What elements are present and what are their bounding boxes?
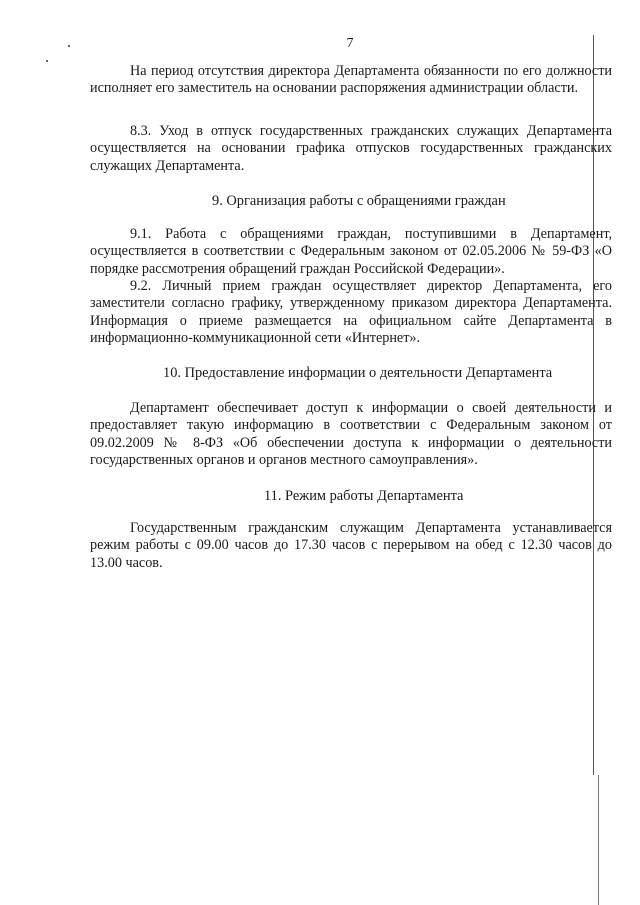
paragraph-9-1: 9.1. Работа с обращениями граждан, поступившими в Департамент, осуществляется в соответствии с Федеральным законом от 02.05.2006 № 59-ФЗ «О порядке рассмотрения обращений граждан Российской Федерации».: [90, 226, 612, 277]
page-number: 7: [346, 36, 354, 51]
section-heading-11: 11. Режим работы Департамента: [264, 488, 464, 504]
paragraph-acting-director: На период отсутствия директора Департамента обязанности по его должности исполняет его заместитель на основании распоряжения администрации области.: [90, 63, 612, 97]
paragraph-work-schedule: Государственным гражданским служащим Департамента устанавливается режим работы с 09.00 часов до 17.30 часов с перерывом на обед с 12.30 часов до 13.00 часов.: [90, 520, 612, 571]
section-heading-9: 9. Организация работы с обращениями граждан: [212, 193, 506, 209]
paragraph-information-access: Департамент обеспечивает доступ к информации о своей деятельности и предоставляет такую информацию в соответствии с Федеральным законом от 09.02.2009 № 8-ФЗ «Об обеспечении доступа к информации о деятельности государственных органов и органов местного самоуправления».: [90, 400, 612, 468]
scan-edge-line: [598, 775, 599, 905]
paragraph-9-2: 9.2. Личный прием граждан осуществляет директор Департамента, его заместители согласно графику, утвержденному приказом директора Департамента. Информация о приеме размещается на официальном сайте Департамента в информационно-коммуникационной сети «Интернет».: [90, 278, 612, 346]
section-heading-10: 10. Предоставление информации о деятельности Департамента: [163, 365, 553, 381]
paragraph-8-3-vacation: 8.3. Уход в отпуск государственных гражданских служащих Департамента осуществляется на основании графика отпусков государственных гражданских служащих Департамента.: [90, 123, 612, 174]
scan-speck: [46, 60, 48, 62]
